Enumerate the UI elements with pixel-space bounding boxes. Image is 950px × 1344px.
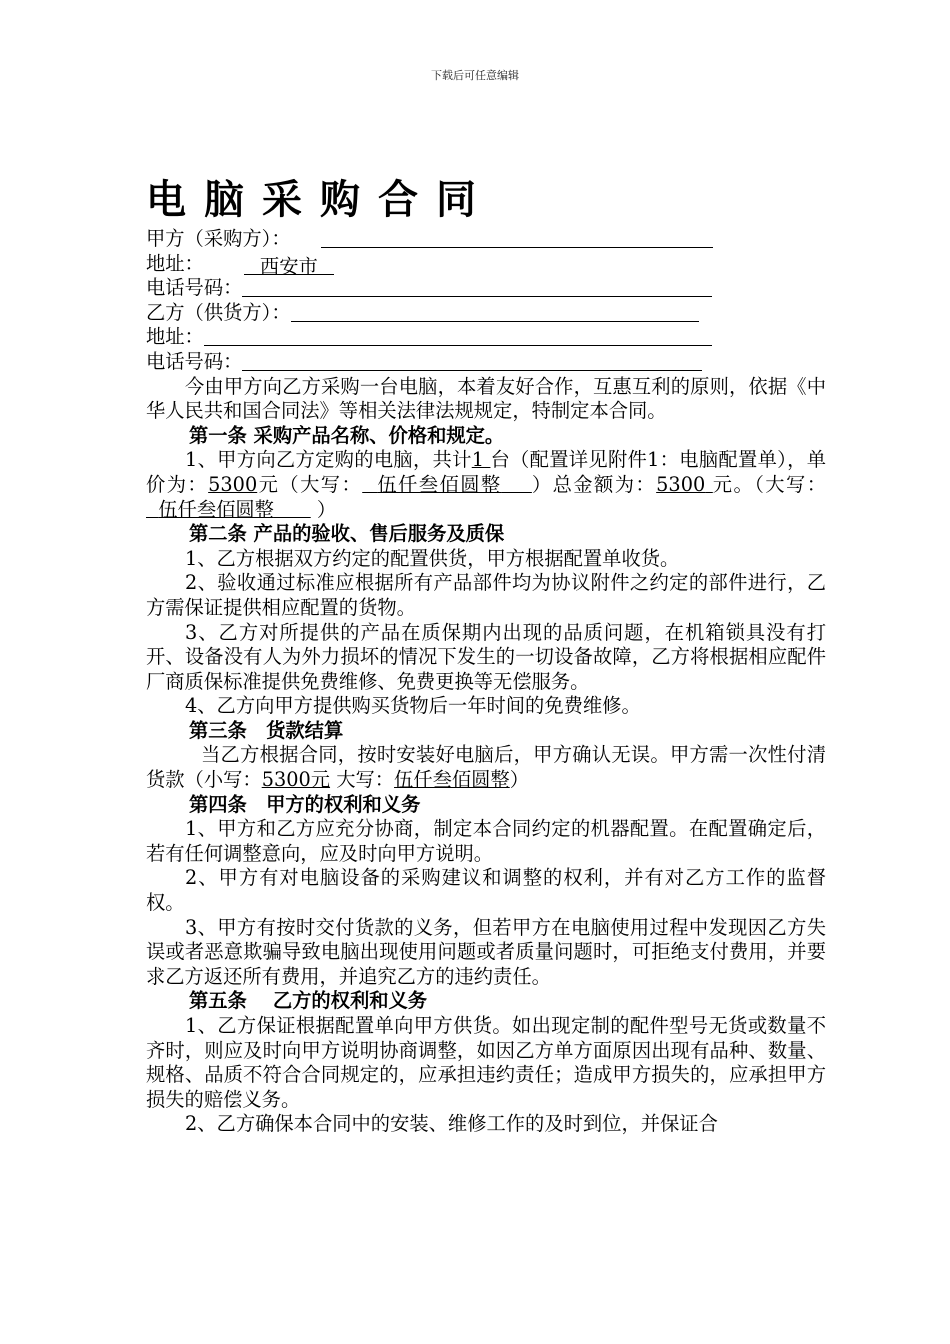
article5-item: 1、乙方保证根据配置单向甲方供货。如出现定制的配件型号无货或数量不齐时，则应及时向甲方说明协商调整，如因乙方单方面原因出现有品种、数量、规格、品质不符合合同规定的，应承担违约责任；造成甲方损失的，应承担甲方损失的赔偿义务。 [146, 1014, 826, 1111]
article4-item: 3、甲方有按时交付货款的义务，但若甲方在电脑使用过程中发现因乙方失误或者恶意欺骗导致电脑出现使用问题或者质量问题时，可拒绝支付费用，并要求乙方返还所有费用，并追究乙方的违约责任。 [146, 915, 826, 988]
buyer-line [146, 227, 826, 252]
buyer-label: 甲方（采购方）： [146, 227, 291, 250]
total-text: 5300 [656, 472, 706, 496]
buyer-address-value [244, 254, 334, 278]
unit-price-value [208, 473, 257, 496]
buyer-phone-label: 电话号码： [146, 276, 243, 300]
supplier-address-label: 地址： [146, 325, 204, 349]
supplier-phone-line [146, 350, 826, 375]
article1-text-e: 元。（大写： [712, 472, 826, 496]
total-value [656, 473, 713, 496]
article1-text-c: 元（大写： [257, 472, 363, 496]
article3-text-a: 当乙方根据合同，按时安装好电脑后，甲方确认无误。甲方需一次性付清货款（小写： [146, 743, 826, 792]
buyer-phone-blank [242, 277, 712, 297]
article3-heading: 第三条 货款结算 [189, 718, 344, 742]
intro-paragraph: 今由甲方向乙方采购一台电脑，本着友好合作，互惠互利的原则，依据《中华人民共和国合同法》等相关法律法规规定，特制定本合同。 [146, 374, 826, 423]
article1-heading: 第一条 采购产品名称、价格和规定。 [189, 423, 505, 447]
article4-item: 1、甲方和乙方应充分协商，制定本合同约定的机器配置。在配置确定后，若有任何调整意向，应及时向甲方说明。 [146, 817, 826, 865]
quantity-value [472, 448, 491, 471]
total-words [146, 498, 311, 521]
supplier-line [146, 301, 826, 326]
header-note: 下载后可任意编辑 [431, 69, 519, 82]
supplier-address-line [146, 325, 826, 350]
payment-amount-words-text: 伍仟叁佰圆整 [394, 768, 510, 792]
payment-amount [262, 768, 330, 791]
article1-text-b: 台（配置详见附件1：电脑配置单），单价为： [146, 448, 826, 496]
article5-item: 2、乙方确保本合同中的安装、维修工作的及时到位，并保证合 [185, 1112, 718, 1136]
supplier-phone-label: 电话号码： [146, 349, 243, 373]
contract-body [146, 227, 826, 1137]
unit-price-words [362, 473, 532, 496]
article5-heading: 第五条 乙方的权利和义务 [189, 989, 428, 1013]
article1-text-d: ）总金额为： [531, 472, 657, 496]
payment-amount-words [394, 768, 510, 791]
article1-item1 [146, 448, 826, 522]
buyer-blank [321, 228, 713, 248]
buyer-address-label: 地址： [146, 251, 204, 275]
payment-amount-text: 5300元 [261, 768, 331, 792]
article1-text-f: ） [316, 497, 337, 521]
article3-paragraph [146, 743, 826, 792]
article2-heading: 第二条 产品的验收、售后服务及质保 [189, 522, 505, 546]
article4-item: 2、甲方有对电脑设备的采购建议和调整的权利，并有对乙方工作的监督权。 [146, 866, 826, 915]
total-words-text: 伍仟叁佰圆整 [158, 497, 274, 521]
buyer-address-line [146, 252, 826, 277]
article1-text-a: 1、甲方向乙方定购的电脑，共计 [185, 448, 472, 472]
supplier-blank [291, 302, 699, 322]
unit-price-text: 5300 [208, 472, 258, 496]
article3-text-c: ） [509, 768, 529, 792]
quantity-text: 1 [471, 448, 485, 472]
article2-item: 4、乙方向甲方提供购买货物后一年时间的免费维修。 [185, 694, 641, 718]
article2-item: 2、验收通过标准应根据所有产品部件均为协议附件之约定的部件进行，乙方需保证提供相应配置的货物。 [146, 571, 826, 619]
article2-item: 3、乙方对所提供的产品在质保期内出现的品质问题，在机箱锁具没有打开、设备没有人为外力损坏的情况下发生的一切设备故障，乙方将根据相应配件厂商质保标准提供免费维修、免费更换等无偿服务。 [146, 620, 826, 693]
article2-item: 1、乙方根据双方约定的配置供货，甲方根据配置单收货。 [185, 546, 680, 570]
unit-price-words-text: 伍仟叁佰圆整 [377, 472, 502, 496]
article4-heading: 第四条 甲方的权利和义务 [189, 792, 421, 816]
page-title: 电脑采购合同 [146, 176, 494, 223]
buyer-phone-line [146, 276, 826, 301]
buyer-address-text: 西安市 [259, 254, 318, 278]
supplier-address-blank [204, 326, 712, 346]
supplier-label: 乙方（供货方）： [146, 300, 291, 324]
supplier-phone-blank [242, 351, 702, 371]
article3-text-b: 大写： [336, 768, 395, 792]
